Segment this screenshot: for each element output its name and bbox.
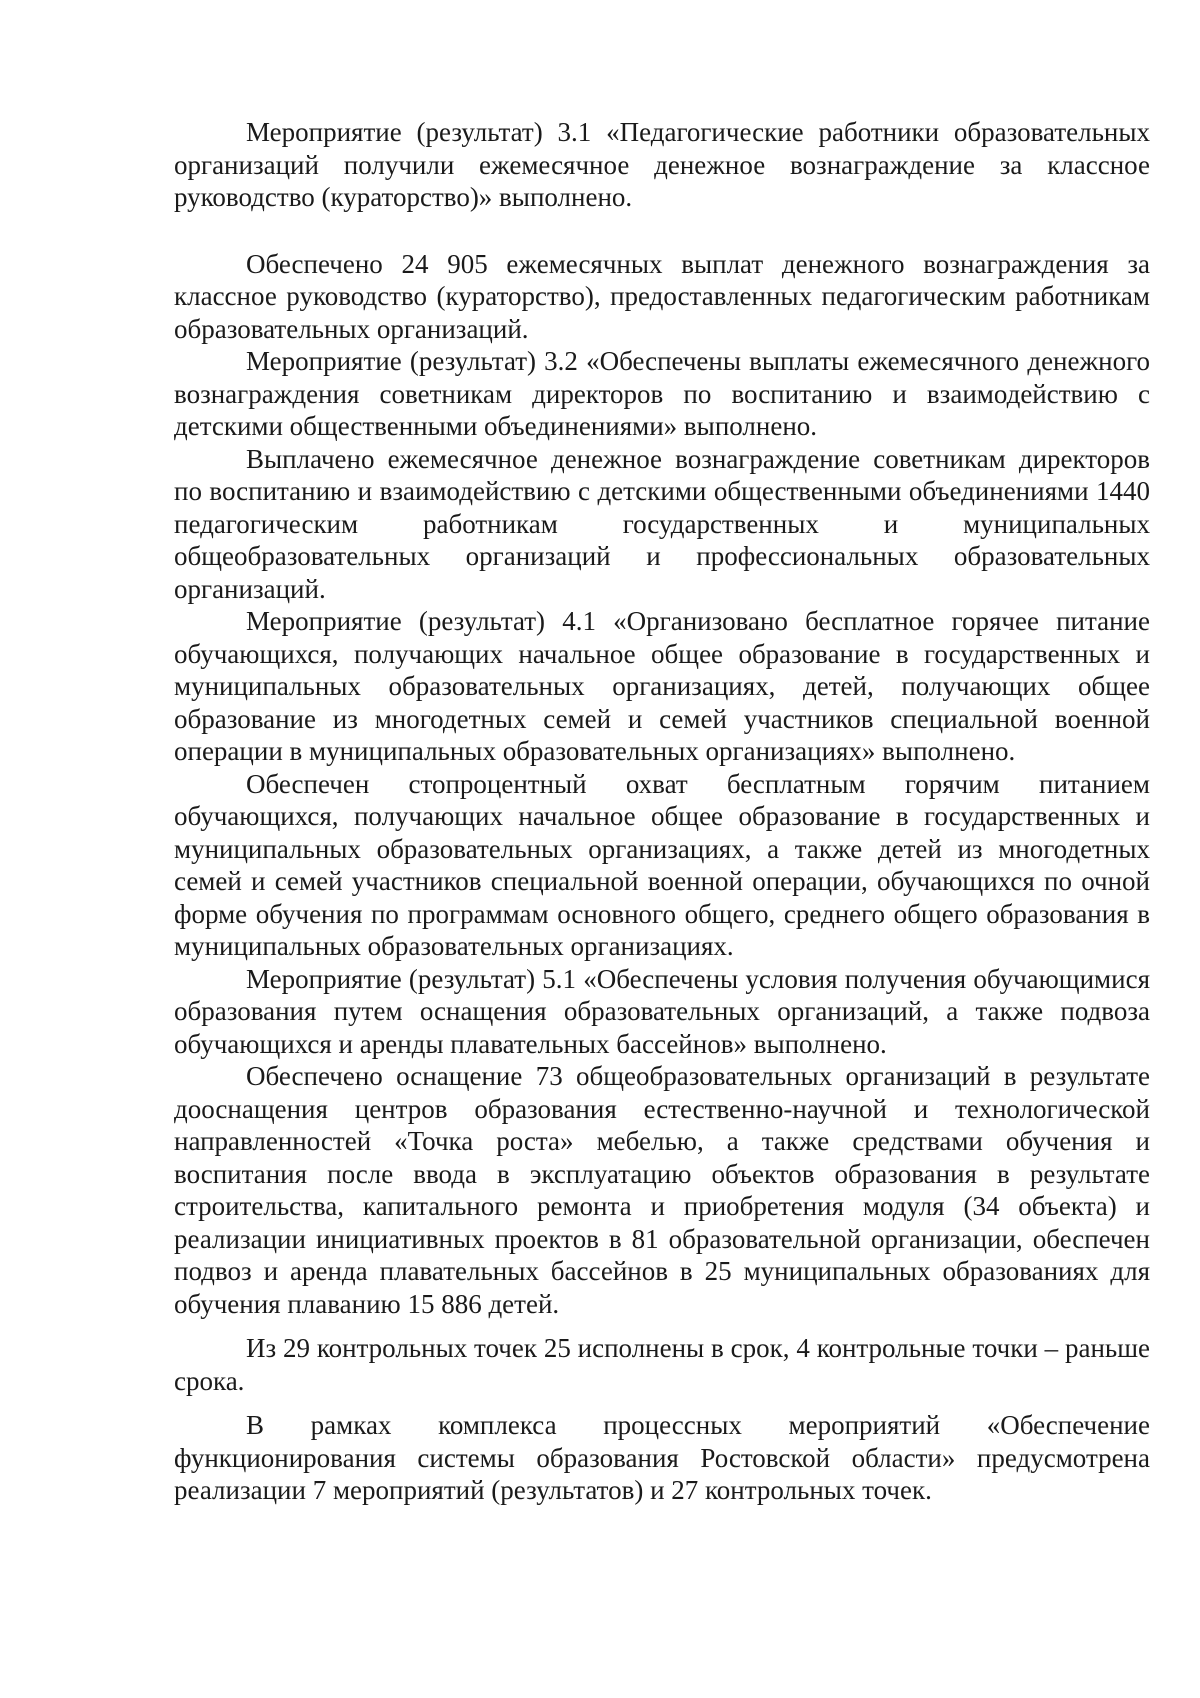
paragraph-payments-curatorship: Обеспечено 24 905 ежемесячных выплат денежного вознаграждения за классное руководство (кураторство), предоставленных педагогическим работникам образовательных организаций. [174,248,1150,344]
paragraph-control-points: Из 29 контрольных точек 25 исполнены в срок, 4 контрольные точки – раньше срока. [174,1333,1150,1396]
paragraph-measure-3-2: Мероприятие (результат) 3.2 «Обеспечены выплаты ежемесячного денежного вознаграждения советникам директоров по воспитанию и взаимодействию с детскими общественными объединениями» выполнено. [174,346,1150,441]
paragraph-hot-meals-coverage: Обеспечен стопроцентный охват бесплатным горячим питанием обучающихся, получающих начальное общее образование в государственных и муниципальных образовательных организациях, а также детей из многодетных семей и семей участников специальной военной операции, обучающихся по очной форме обучения по программам основного общего, среднего общего образования в муниципальных образовательных организациях. [174,768,1150,961]
paragraph-process-measures-complex: В рамках комплекса процессных мероприятий «Обеспечение функционирования системы образования Ростовской области» предусмотрена реализации 7 мероприятий (результатов) и 27 контрольных точек. [174,1410,1150,1505]
paragraph-measure-5-1: Мероприятие (результат) 5.1 «Обеспечены условия получения обучающимися образования путем оснащения образовательных организаций, а также подвоза обучающихся и аренды плавательных бассейнов» выполнено. [174,963,1150,1059]
paragraph-advisors-payments: Выплачено ежемесячное денежное вознаграждение советникам директоров по воспитанию и взаимодействию с детскими общественными объединениями 1440 педагогическим работникам государственных и муниципальных общеобразовательных организаций и профессиональных образовательных организаций. [174,443,1150,604]
document-body [174,116,1150,1507]
paragraph-measure-4-1: Мероприятие (результат) 4.1 «Организовано бесплатное горячее питание обучающихся, получающих начальное общее образование в государственных и муниципальных образовательных организациях, детей, получающих общее образование из многодетных семей и семей участников специальной военной операции в муниципальных образовательных организациях» выполнено. [174,606,1150,766]
paragraph-measure-3-1: Мероприятие (результат) 3.1 «Педагогические работники образовательных организаций получили ежемесячное денежное вознаграждение за классное руководство (кураторство)» выполнено. [174,117,1150,212]
paragraph-equipment-results: Обеспечено оснащение 73 общеобразовательных организаций в результате дооснащения центров образования естественно-научной и технологической направленностей «Точка роста» мебелью, а также средствами обучения и воспитания после ввода в эксплуатацию объектов образования в результате строительства, капитального ремонта и приобретения модуля (34 объекта) и реализации инициативных проектов в 81 образовательной организации, обеспечен подвоз и аренда плавательных бассейнов в 25 муниципальных образованиях для обучения плаванию 15 886 детей. [174,1061,1150,1319]
